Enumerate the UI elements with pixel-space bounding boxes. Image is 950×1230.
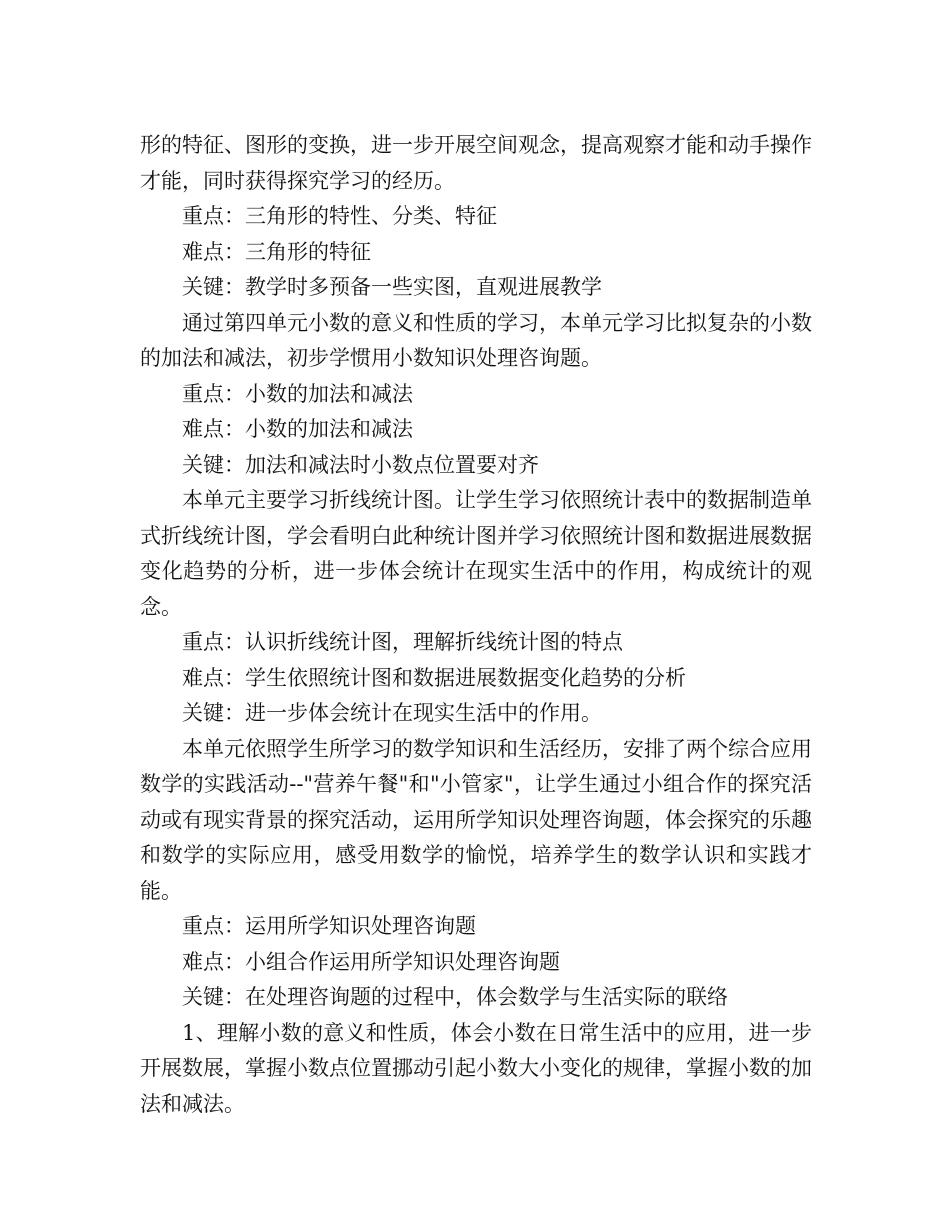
paragraph-key-point: 重点：运用所学知识处理咨询题: [182, 914, 476, 938]
paragraph-continuation: 形的特征、图形的变换，进一步开展空间观念，提高观察才能和动手操作才能，同时获得探究学习的经历。: [140, 133, 812, 193]
paragraph-objective-1: 1、理解小数的意义和性质，体会小数在日常生活中的应用，进一步开展数展，掌握小数点位置挪动引起小数大小变化的规律，掌握小数的加法和减法。: [140, 1020, 812, 1116]
document-body: [140, 128, 812, 1122]
paragraph-key: 关键：进一步体会统计在现实生活中的作用。: [182, 701, 602, 725]
paragraph-difficulty: 难点：学生依照统计图和数据进展数据变化趋势的分析: [182, 665, 686, 690]
paragraph-unit-decimals: 通过第四单元小数的意义和性质的学习，本单元学习比拟复杂的小数的加法和减法，初步学惯用小数知识处理咨询题。: [140, 310, 812, 370]
paragraph-key: 关键：教学时多预备一些实图，直观进展教学: [182, 275, 602, 299]
paragraph-key: 关键：加法和减法时小数点位置要对齐: [182, 452, 539, 477]
paragraph-difficulty: 难点：小组合作运用所学知识处理咨询题: [182, 949, 560, 974]
paragraph-unit-practice: 本单元依照学生所学习的数学知识和生活经历，安排了两个综合应用数学的实践活动--"营养午餐"和"小管家"，让学生通过小组合作的探究活动或有现实背景的探究活动，运用所学知识处理咨询题，体会探究的乐趣和数学的实际应用，感受用数学的愉悦，培养学生的数学认识和实践才能。: [140, 736, 812, 903]
paragraph-key-point: 重点：小数的加法和减法: [182, 381, 413, 406]
paragraph-difficulty: 难点：小数的加法和减法: [182, 417, 413, 441]
paragraph-key: 关键：在处理咨询题的过程中，体会数学与生活实际的联络: [182, 985, 728, 1009]
paragraph-key-point: 重点：三角形的特性、分类、特征: [182, 204, 497, 228]
paragraph-key-point: 重点：认识折线统计图，理解折线统计图的特点: [182, 630, 623, 654]
paragraph-unit-line-chart: 本单元主要学习折线统计图。让学生学习依照统计表中的数据制造单式折线统计图，学会看明白此种统计图并学习依照统计图和数据进展数据变化趋势的分析，进一步体会统计在现实生活中的作用，构成统计的观念。: [140, 488, 812, 619]
paragraph-difficulty: 难点：三角形的特征: [182, 239, 371, 264]
